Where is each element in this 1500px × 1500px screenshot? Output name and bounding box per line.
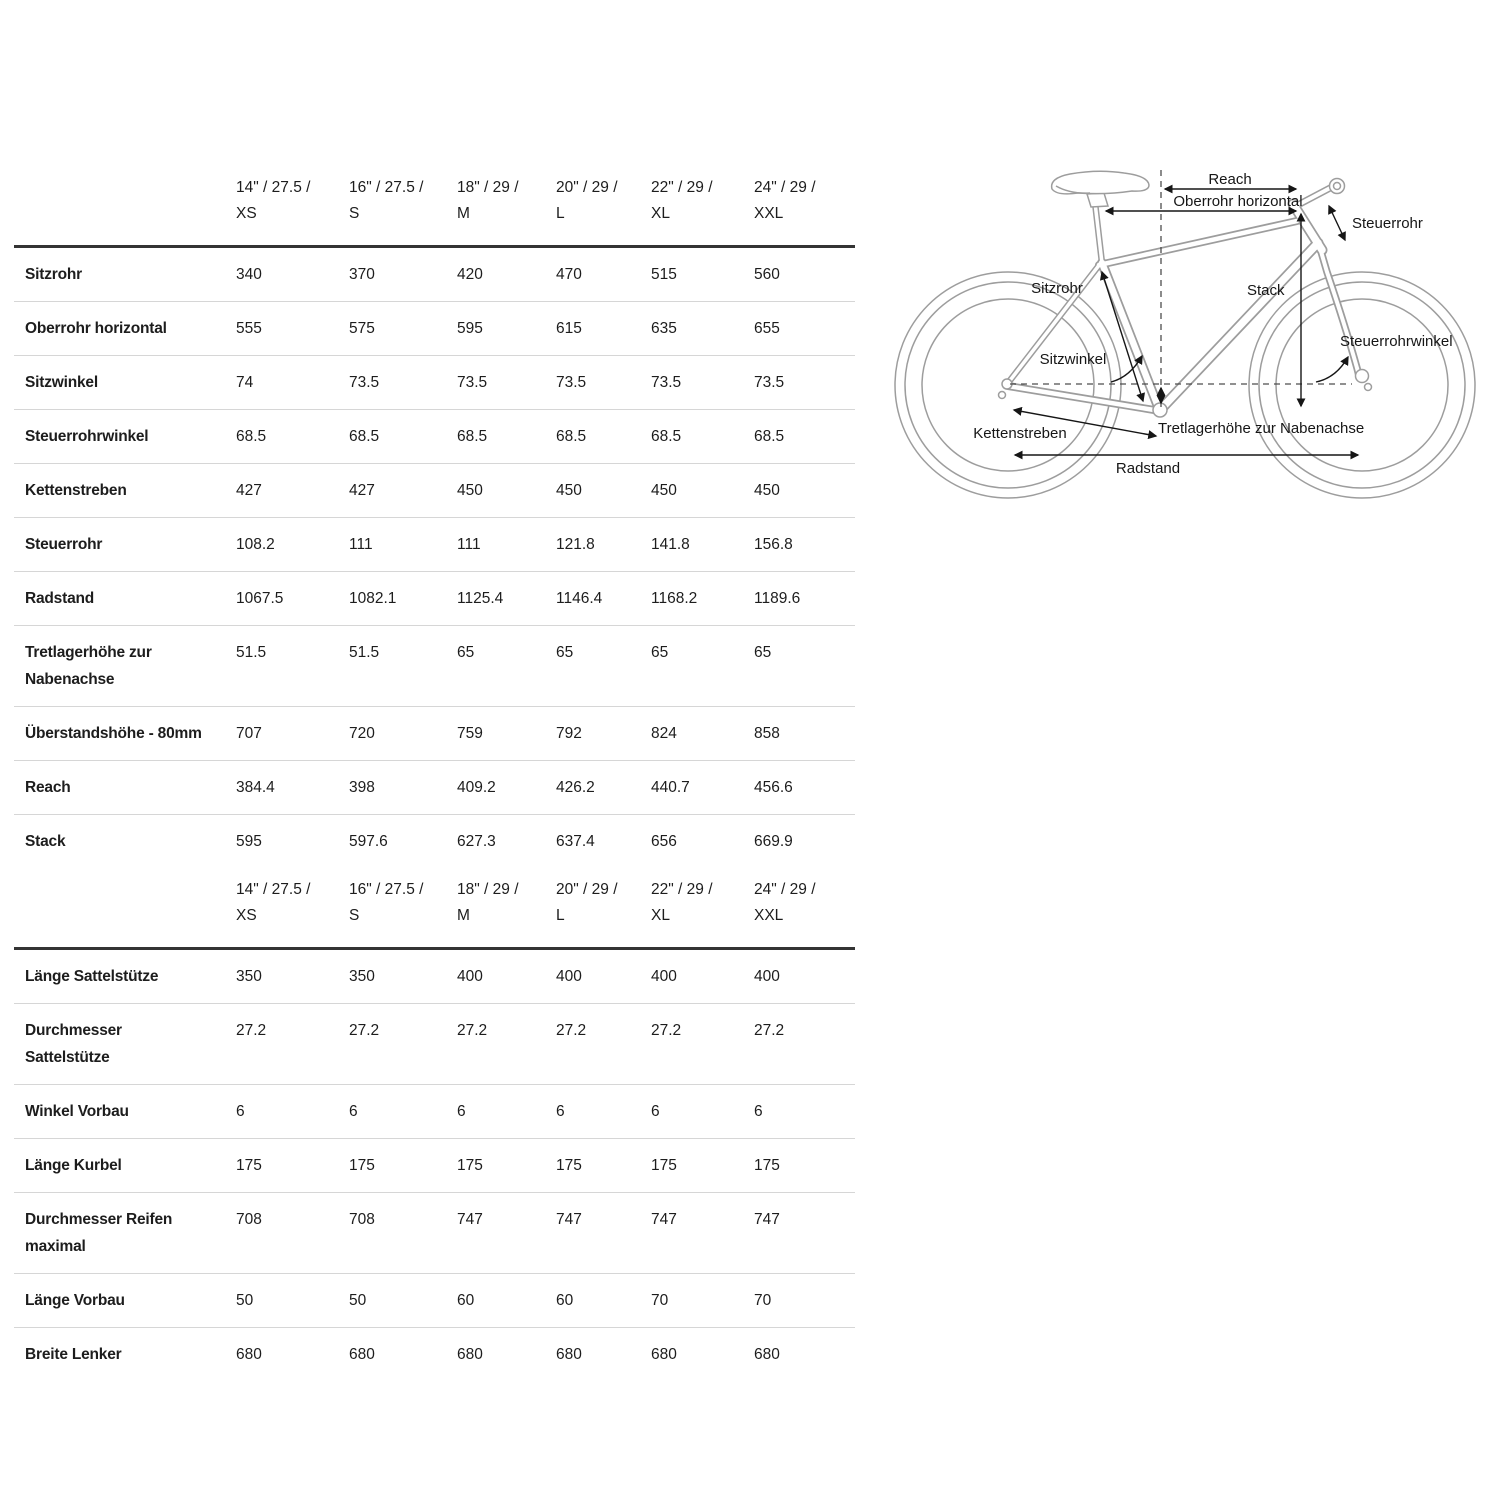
spec-row-label-text: Breite Lenker <box>25 1346 122 1363</box>
bottom-bracket <box>1153 403 1167 417</box>
spec-value: 27.2 <box>651 1022 682 1039</box>
spec-value: 111 <box>349 536 373 553</box>
spec-value: 68.5 <box>754 428 785 445</box>
spec-value: 175 <box>349 1157 375 1174</box>
spec-row-label <box>14 1341 236 1368</box>
spec-row-label <box>14 639 236 693</box>
spec-value: 680 <box>651 1346 677 1363</box>
kettenstreben-label: Kettenstreben <box>973 425 1067 442</box>
size-column-line1: 24" / 29 / <box>754 880 816 898</box>
spec-value: 400 <box>754 968 780 985</box>
spec-value: 6 <box>349 1103 358 1120</box>
spec-row <box>14 1085 855 1139</box>
spec-value: 73.5 <box>457 374 488 391</box>
spec-value: 73.5 <box>349 374 380 391</box>
spec-value: 400 <box>651 968 677 985</box>
spec-value: 384.4 <box>236 779 275 796</box>
spec-value: 595 <box>236 833 262 850</box>
spec-value: 50 <box>349 1292 367 1309</box>
spec-row-label <box>14 423 236 450</box>
spec-value: 708 <box>236 1211 262 1228</box>
size-column-header <box>651 175 754 227</box>
size-column-line1: 18" / 29 / <box>457 880 519 898</box>
spec-value: 70 <box>651 1292 669 1309</box>
spec-value: 65 <box>556 644 574 661</box>
spec-row-label-text: Kettenstreben <box>25 482 127 499</box>
spec-row <box>14 1274 855 1328</box>
handlebar-grip <box>1330 179 1345 194</box>
spec-row-label <box>14 1098 236 1125</box>
spec-value: 450 <box>457 482 483 499</box>
spec-value: 680 <box>236 1346 262 1363</box>
spec-value: 450 <box>556 482 582 499</box>
spec-row-label <box>14 963 236 990</box>
spec-row-label-text: Sitzwinkel <box>25 374 98 391</box>
spec-value: 73.5 <box>556 374 587 391</box>
rear-dropout <box>999 379 1013 399</box>
size-column-header <box>349 175 457 227</box>
size-column-line2: XXL <box>754 204 784 222</box>
spec-value: 6 <box>754 1103 763 1120</box>
spec-value: 108.2 <box>236 536 275 553</box>
spec-value: 680 <box>556 1346 582 1363</box>
size-column-line2: XS <box>236 204 257 222</box>
spec-value: 426.2 <box>556 779 595 796</box>
spec-value: 6 <box>556 1103 565 1120</box>
size-column-line2: M <box>457 906 470 924</box>
front-wheel <box>1249 272 1475 498</box>
spec-value: 6 <box>457 1103 466 1120</box>
spec-row-label-text: Winkel Vorbau <box>25 1103 129 1120</box>
spec-value: 669.9 <box>754 833 793 850</box>
spec-value: 141.8 <box>651 536 690 553</box>
spec-value: 51.5 <box>236 644 267 661</box>
spec-value: 68.5 <box>651 428 682 445</box>
spec-row-label-text: Tretlagerhöhe zur Nabenachse <box>25 644 152 688</box>
spec-value: 707 <box>236 725 262 742</box>
spec-value: 450 <box>651 482 677 499</box>
spec-value: 68.5 <box>457 428 488 445</box>
steuerrohr-arrow <box>1329 206 1345 240</box>
spec-value: 759 <box>457 725 483 742</box>
spec-value: 350 <box>349 968 375 985</box>
spec-value: 73.5 <box>754 374 785 391</box>
size-column-line1: 18" / 29 / <box>457 178 519 196</box>
spec-value: 597.6 <box>349 833 388 850</box>
spec-value: 27.2 <box>457 1022 488 1039</box>
spec-value: 409.2 <box>457 779 496 796</box>
spec-row-label <box>14 585 236 612</box>
spec-row-label <box>14 720 236 747</box>
spec-value: 340 <box>236 266 262 283</box>
spec-row-label <box>14 369 236 396</box>
size-column-line2: XS <box>236 906 257 924</box>
size-header-row <box>14 868 855 950</box>
spec-value: 595 <box>457 320 483 337</box>
spec-row-label-text: Stack <box>25 833 66 850</box>
size-column-line2: XL <box>651 204 670 222</box>
spec-value: 175 <box>457 1157 483 1174</box>
spec-value: 858 <box>754 725 780 742</box>
spec-row <box>14 356 855 410</box>
sitzrohr-arrow <box>1102 272 1143 401</box>
size-column-line1: 24" / 29 / <box>754 178 816 196</box>
saddle <box>1052 171 1149 207</box>
spec-row <box>14 248 855 302</box>
spec-value: 420 <box>457 266 483 283</box>
spec-row-label <box>14 315 236 342</box>
size-column-line2: M <box>457 204 470 222</box>
spec-row-label-text: Oberrohr horizontal <box>25 320 167 337</box>
spec-value: 440.7 <box>651 779 690 796</box>
spec-row <box>14 1004 855 1085</box>
spec-value: 515 <box>651 266 677 283</box>
spec-value: 27.2 <box>349 1022 380 1039</box>
spec-value: 398 <box>349 779 375 796</box>
spec-value: 1146.4 <box>556 590 603 607</box>
spec-value: 427 <box>349 482 375 499</box>
spec-row-label-text: Überstandshöhe - 80mm <box>25 725 202 742</box>
spec-value: 175 <box>651 1157 677 1174</box>
spec-value: 470 <box>556 266 582 283</box>
spec-value: 1189.6 <box>754 590 801 607</box>
spec-row-label <box>14 1152 236 1179</box>
spec-value: 560 <box>754 266 780 283</box>
size-column-line1: 22" / 29 / <box>651 178 713 196</box>
spec-value: 400 <box>556 968 582 985</box>
spec-row <box>14 464 855 518</box>
spec-value: 65 <box>457 644 475 661</box>
spec-row-label-text: Durchmesser Reifen maximal <box>25 1211 173 1255</box>
size-column-header <box>457 877 556 929</box>
spec-value: 156.8 <box>754 536 793 553</box>
spec-value: 1067.5 <box>236 590 284 607</box>
spec-row <box>14 572 855 626</box>
spec-value: 635 <box>651 320 677 337</box>
spec-value: 6 <box>651 1103 660 1120</box>
tretlagerhoehe-label: Tretlagerhöhe zur Nabenachse <box>1158 420 1365 437</box>
spec-row <box>14 815 855 868</box>
spec-row-label-text: Radstand <box>25 590 95 607</box>
sitzrohr-label: Sitzrohr <box>1031 280 1083 297</box>
spec-value: 680 <box>754 1346 780 1363</box>
spec-value: 456.6 <box>754 779 793 796</box>
spec-row-label <box>14 1206 236 1260</box>
spec-row-label <box>14 477 236 504</box>
spec-row <box>14 950 855 1004</box>
size-column-line1: 14" / 27.5 / <box>236 880 311 898</box>
spec-row-label <box>14 531 236 558</box>
spec-row-label <box>14 261 236 288</box>
spec-value: 615 <box>556 320 582 337</box>
spec-row-label <box>14 1287 236 1314</box>
size-column-header <box>349 877 457 929</box>
size-column-header <box>754 877 855 929</box>
size-column-line1: 16" / 27.5 / <box>349 880 424 898</box>
spec-row <box>14 410 855 464</box>
spec-value: 370 <box>349 266 375 283</box>
size-column-line2: XXL <box>754 906 784 924</box>
radstand-label: Radstand <box>1115 460 1181 477</box>
spec-value: 1082.1 <box>349 590 397 607</box>
spec-value: 73.5 <box>651 374 682 391</box>
size-column-line2: S <box>349 204 360 222</box>
spec-value: 655 <box>754 320 780 337</box>
spec-value: 747 <box>556 1211 582 1228</box>
spec-value: 70 <box>754 1292 772 1309</box>
spec-row <box>14 761 855 815</box>
spec-value: 74 <box>236 374 254 391</box>
spec-value: 175 <box>556 1157 582 1174</box>
size-column-line2: XL <box>651 906 670 924</box>
size-column-line2: L <box>556 906 565 924</box>
spec-value: 627.3 <box>457 833 496 850</box>
size-column-line1: 20" / 29 / <box>556 880 618 898</box>
spec-row-label <box>14 1017 236 1071</box>
steuerrohrwinkel-arc <box>1316 357 1348 382</box>
spec-value: 111 <box>457 536 481 553</box>
spec-value: 175 <box>754 1157 780 1174</box>
spec-value: 720 <box>349 725 375 742</box>
spec-row-label-text: Reach <box>25 779 71 796</box>
size-column-header <box>236 175 349 227</box>
spec-value: 60 <box>556 1292 574 1309</box>
spec-value: 575 <box>349 320 375 337</box>
spec-value: 1168.2 <box>651 590 698 607</box>
size-column-header <box>754 175 855 227</box>
spec-value: 555 <box>236 320 262 337</box>
spec-row <box>14 1139 855 1193</box>
spec-value: 27.2 <box>754 1022 785 1039</box>
size-column-line1: 14" / 27.5 / <box>236 178 311 196</box>
spec-value: 824 <box>651 725 677 742</box>
spec-value: 637.4 <box>556 833 595 850</box>
sitzwinkel-label: Sitzwinkel <box>1039 351 1107 368</box>
size-column-line2: S <box>349 906 360 924</box>
spec-value: 68.5 <box>236 428 267 445</box>
spec-row <box>14 626 855 707</box>
spec-value: 65 <box>651 644 669 661</box>
spec-row <box>14 1328 855 1381</box>
spec-row <box>14 302 855 356</box>
spec-value: 27.2 <box>556 1022 587 1039</box>
stack-label: Stack <box>1247 282 1285 299</box>
spec-value: 175 <box>236 1157 262 1174</box>
spec-value: 680 <box>349 1346 375 1363</box>
spec-row-label <box>14 774 236 801</box>
size-header-row <box>14 166 855 248</box>
spec-value: 60 <box>457 1292 475 1309</box>
spec-row-label-text: Steuerrohrwinkel <box>25 428 149 445</box>
spec-row-label-text: Länge Kurbel <box>25 1157 122 1174</box>
spec-value: 27.2 <box>236 1022 267 1039</box>
reach-label: Reach <box>1208 171 1252 188</box>
spec-row-label <box>14 828 236 855</box>
spec-value: 1125.4 <box>457 590 504 607</box>
size-column-header <box>556 175 651 227</box>
spec-value: 427 <box>236 482 262 499</box>
spec-value: 65 <box>754 644 772 661</box>
spec-value: 121.8 <box>556 536 595 553</box>
spec-value: 6 <box>236 1103 245 1120</box>
size-column-line1: 20" / 29 / <box>556 178 618 196</box>
size-column-header <box>236 877 349 929</box>
spec-value: 350 <box>236 968 262 985</box>
spec-value: 792 <box>556 725 582 742</box>
bike-geometry-diagram <box>880 130 1500 570</box>
spec-value: 50 <box>236 1292 254 1309</box>
spec-value: 747 <box>754 1211 780 1228</box>
spec-value: 68.5 <box>556 428 587 445</box>
spec-value: 450 <box>754 482 780 499</box>
size-column-header <box>457 175 556 227</box>
spec-value: 708 <box>349 1211 375 1228</box>
geometry-table <box>14 166 855 1381</box>
steuerrohrwinkel-label: Steuerrohrwinkel <box>1340 333 1453 350</box>
spec-value: 656 <box>651 833 677 850</box>
oberrohr-label: Oberrohr horizontal <box>1173 193 1303 210</box>
size-column-line2: L <box>556 204 565 222</box>
spec-value: 747 <box>651 1211 677 1228</box>
front-dropout <box>1356 370 1372 391</box>
spec-row <box>14 707 855 761</box>
spec-row <box>14 1193 855 1274</box>
size-column-header <box>556 877 651 929</box>
steuerrohr-label: Steuerrohr <box>1352 215 1423 232</box>
size-column-line1: 16" / 27.5 / <box>349 178 424 196</box>
spec-value: 400 <box>457 968 483 985</box>
spec-row-label-text: Länge Vorbau <box>25 1292 125 1309</box>
spec-value: 680 <box>457 1346 483 1363</box>
spec-row-label-text: Länge Sattelstütze <box>25 968 159 985</box>
spec-row-label-text: Durchmesser Sattelstütze <box>25 1022 122 1066</box>
spec-value: 68.5 <box>349 428 380 445</box>
size-column-line1: 22" / 29 / <box>651 880 713 898</box>
size-column-header <box>651 877 754 929</box>
spec-row <box>14 518 855 572</box>
spec-value: 51.5 <box>349 644 380 661</box>
spec-row-label-text: Sitzrohr <box>25 266 82 283</box>
spec-row-label-text: Steuerrohr <box>25 536 103 553</box>
spec-value: 747 <box>457 1211 483 1228</box>
